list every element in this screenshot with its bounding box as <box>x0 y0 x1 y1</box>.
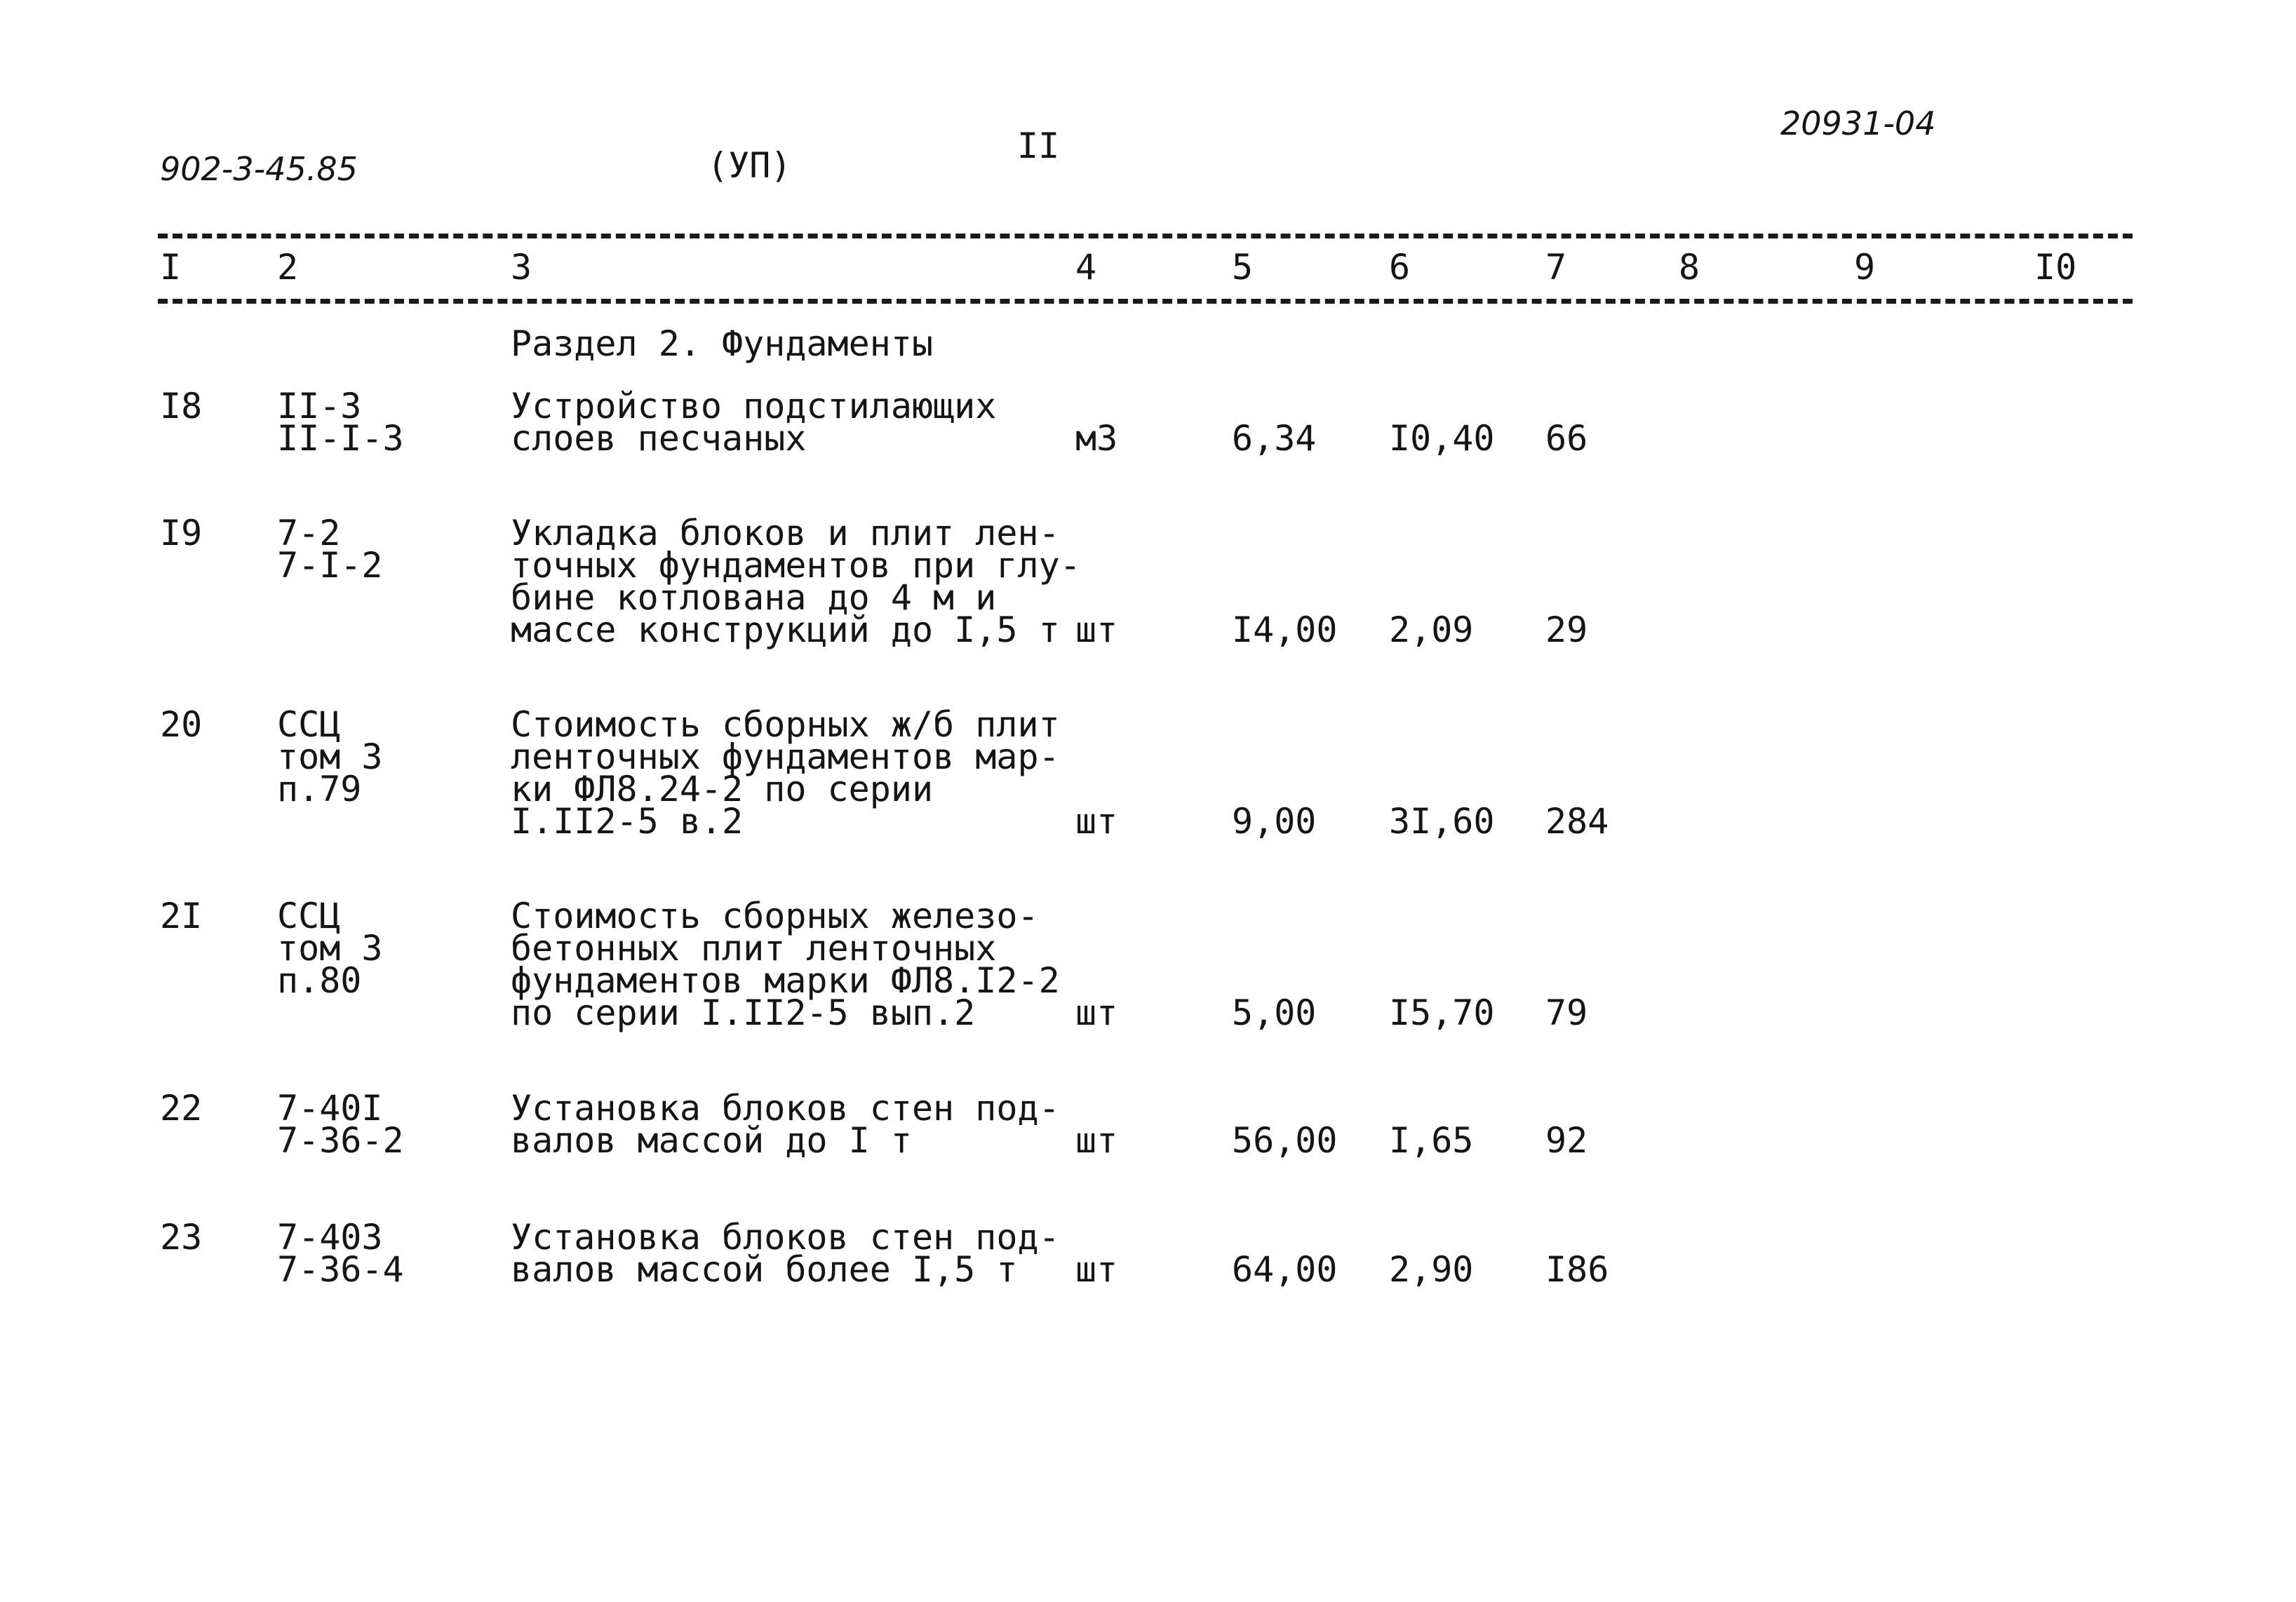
quantity: 56,00 <box>1232 1120 1338 1161</box>
unit: шт <box>1075 801 1118 842</box>
document-mark: (УП) <box>707 145 792 186</box>
total-cost: 284 <box>1545 801 1609 842</box>
column-header-1: I <box>160 247 182 288</box>
column-header-10: I0 <box>2034 247 2077 288</box>
unit-price: 2,09 <box>1389 610 1474 650</box>
section-title: Раздел 2. Фундаменты <box>511 323 934 364</box>
row-number: 2I <box>160 896 203 936</box>
unit: шт <box>1075 992 1118 1033</box>
norm-code: ССЦ том 3 п.80 <box>277 896 383 1001</box>
row-number: I9 <box>160 513 203 553</box>
total-cost: 79 <box>1545 992 1588 1033</box>
work-description: Установка блоков стен под- валов массой до I т <box>511 1088 1060 1161</box>
quantity: 64,00 <box>1232 1249 1338 1290</box>
total-cost: 66 <box>1545 418 1588 459</box>
quantity: 5,00 <box>1232 992 1317 1033</box>
total-cost: 92 <box>1545 1120 1588 1161</box>
quantity: 6,34 <box>1232 418 1317 459</box>
header-rule-top <box>158 234 2133 238</box>
work-description: Устройство подстилающих слоев песчаных <box>511 386 997 459</box>
column-header-6: 6 <box>1389 247 1411 288</box>
header-rule-bottom <box>158 299 2133 304</box>
unit-price: I5,70 <box>1389 992 1495 1033</box>
column-header-2: 2 <box>277 247 299 288</box>
norm-code: 7-403 7-36-4 <box>277 1217 404 1290</box>
archive-number: 20931-04 <box>1780 105 1936 142</box>
total-cost: 29 <box>1545 610 1588 650</box>
row-number: I8 <box>160 386 203 426</box>
unit: шт <box>1075 610 1118 650</box>
norm-code: 7-2 7-I-2 <box>277 513 383 586</box>
row-number: 23 <box>160 1217 203 1258</box>
column-header-7: 7 <box>1545 247 1567 288</box>
page-number: II <box>1017 126 1060 166</box>
column-header-4: 4 <box>1075 247 1097 288</box>
work-description: Стоимость сборных ж/б плит ленточных фундаментов мар- ки ФЛ8.24-2 по серии I.II2-5 в.2 <box>511 704 1060 842</box>
row-number: 20 <box>160 704 203 745</box>
norm-code: ССЦ том 3 п.79 <box>277 704 383 809</box>
column-header-3: 3 <box>511 247 532 288</box>
norm-code: II-3 II-I-3 <box>277 386 404 459</box>
work-description: Укладка блоков и плит лен- точных фундаментов при глу- бине котлована до 4 м и массе конструкций до I,5 т <box>511 513 1081 650</box>
work-description: Стоимость сборных железо- бетонных плит ленточных фундаментов марки ФЛ8.I2-2 по серии I.II2-5 вып.2 <box>511 896 1060 1033</box>
unit: м3 <box>1075 418 1118 459</box>
column-header-9: 9 <box>1854 247 1876 288</box>
unit-price: I,65 <box>1389 1120 1474 1161</box>
total-cost: I86 <box>1545 1249 1609 1290</box>
quantity: 9,00 <box>1232 801 1317 842</box>
quantity: I4,00 <box>1232 610 1338 650</box>
column-header-5: 5 <box>1232 247 1254 288</box>
unit-price: 2,90 <box>1389 1249 1474 1290</box>
unit-price: 3I,60 <box>1389 801 1495 842</box>
unit-price: I0,40 <box>1389 418 1495 459</box>
work-description: Установка блоков стен под- валов массoй более I,5 т <box>511 1217 1060 1290</box>
unit: шт <box>1075 1120 1118 1161</box>
norm-code: 7-40I 7-36-2 <box>277 1088 404 1161</box>
unit: шт <box>1075 1249 1118 1290</box>
row-number: 22 <box>160 1088 203 1129</box>
column-header-8: 8 <box>1679 247 1700 288</box>
document-code: 902-3-45.85 <box>160 150 358 188</box>
